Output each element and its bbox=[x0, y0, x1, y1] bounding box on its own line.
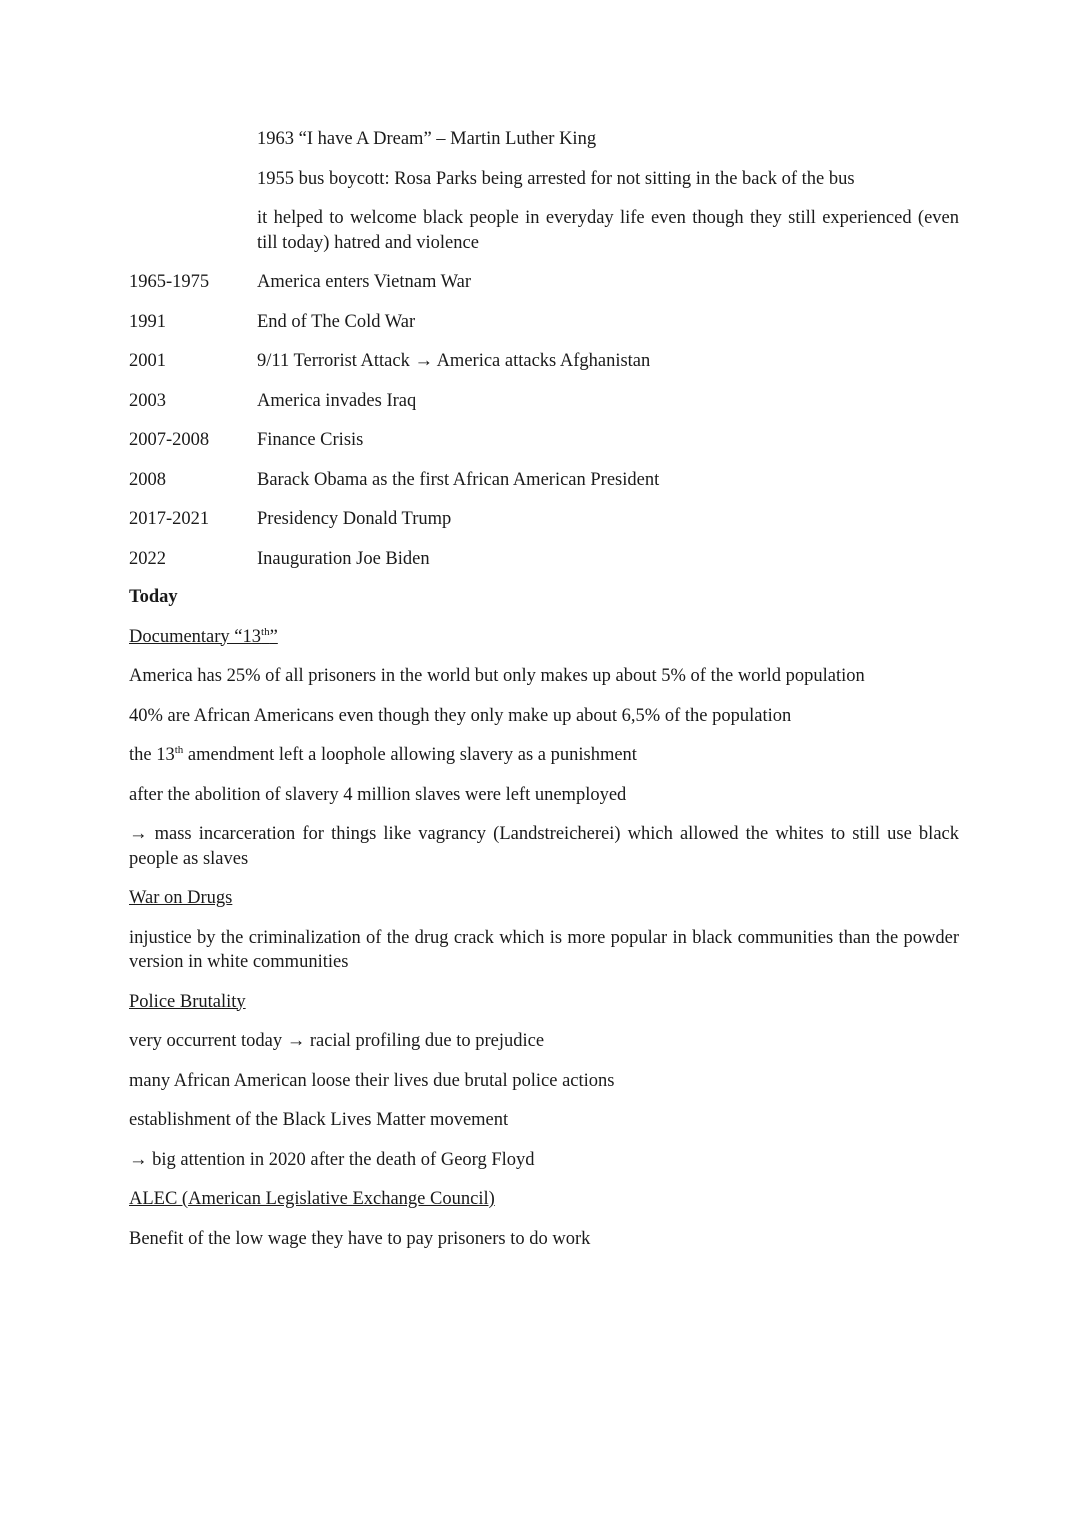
timeline-event: Inauguration Joe Biden bbox=[257, 548, 430, 569]
timeline-year: 2007-2008 bbox=[129, 430, 210, 450]
timeline-year: 2001 bbox=[129, 351, 166, 371]
documentary-paragraph: → mass incarceration for things like vagrancy (Landstreicherei) which allowed the whites to still use black people as slaves bbox=[129, 824, 959, 869]
amendment-text-pre: the 13 bbox=[129, 745, 175, 765]
alec-paragraph: Benefit of the low wage they have to pay prisoners to do work bbox=[129, 1228, 591, 1249]
timeline-year: 1991 bbox=[129, 311, 166, 332]
alec-heading-text: ALEC (American Legislative Exchange Council) bbox=[129, 1189, 495, 1209]
timeline-year bbox=[129, 127, 257, 152]
timeline-row bbox=[129, 310, 959, 335]
timeline-event: End of The Cold War bbox=[257, 311, 416, 332]
alec-heading bbox=[129, 1187, 959, 1212]
police-brutality-paragraph: many African American loose their lives due brutal police actions bbox=[129, 1070, 615, 1091]
timeline-event: 1955 bus boycott: Rosa Parks being arrested for not sitting in the back of the bus bbox=[257, 168, 855, 189]
timeline-event: it helped to welcome black people in everyday life even though they still experienced (even till today) hatred and violence bbox=[257, 208, 959, 253]
timeline-row bbox=[129, 167, 959, 192]
war-on-drugs-heading bbox=[129, 886, 959, 911]
timeline-year: 2022 bbox=[129, 548, 166, 569]
amendment-text-sup: th bbox=[174, 744, 184, 756]
timeline-row bbox=[129, 547, 959, 572]
documentary-paragraph: America has 25% of all prisoners in the world but only makes up about 5% of the world population bbox=[129, 666, 865, 686]
war-on-drugs-paragraph: injustice by the criminalization of the drug crack which is more popular in black communities than the powder version in white communities bbox=[129, 927, 959, 972]
documentary-paragraph bbox=[129, 743, 959, 768]
timeline-event: 9/11 Terrorist Attack → America attacks Afghanistan bbox=[257, 351, 651, 371]
documentary-heading-pre: Documentary “13 bbox=[129, 626, 262, 647]
documentary-heading bbox=[129, 625, 959, 650]
timeline-event: America enters Vietnam War bbox=[257, 272, 472, 292]
documentary-heading-post: ” bbox=[269, 626, 278, 647]
war-on-drugs-heading-text: War on Drugs bbox=[129, 888, 233, 908]
timeline-row bbox=[129, 468, 959, 493]
timeline-event: Presidency Donald Trump bbox=[257, 509, 452, 529]
timeline-row bbox=[129, 206, 959, 255]
timeline-year: 2008 bbox=[129, 469, 166, 490]
timeline-event: America invades Iraq bbox=[257, 390, 417, 411]
today-section bbox=[129, 585, 959, 1266]
police-brutality-paragraph: very occurrent today → racial profiling due to prejudice bbox=[129, 1031, 545, 1051]
documentary-heading-text bbox=[129, 627, 278, 647]
today-heading: Today bbox=[129, 587, 178, 607]
timeline-row bbox=[129, 127, 959, 152]
police-brutality-heading-text: Police Brutality bbox=[129, 991, 246, 1012]
documentary-heading-sup: th bbox=[261, 625, 270, 638]
timeline-row bbox=[129, 389, 959, 414]
timeline-year: 2017-2021 bbox=[129, 509, 210, 529]
timeline-year: 1965-1975 bbox=[129, 272, 210, 292]
documentary-paragraph: after the abolition of slavery 4 million slaves were left unemployed bbox=[129, 784, 627, 805]
amendment-text-post: amendment left a loophole allowing slavery as a punishment bbox=[183, 745, 637, 765]
timeline-year: 2003 bbox=[129, 390, 166, 411]
timeline-year bbox=[129, 206, 257, 255]
timeline-event: Finance Crisis bbox=[257, 430, 364, 450]
timeline-row bbox=[129, 428, 959, 453]
timeline-event: Barack Obama as the first African American President bbox=[257, 469, 660, 490]
police-brutality-paragraph: establishment of the Black Lives Matter movement bbox=[129, 1110, 509, 1130]
police-brutality-heading bbox=[129, 990, 959, 1015]
documentary-paragraph: 40% are African Americans even though they only make up about 6,5% of the population bbox=[129, 705, 792, 726]
timeline-row bbox=[129, 507, 959, 532]
timeline-table bbox=[129, 127, 959, 586]
timeline-year bbox=[129, 167, 257, 192]
timeline-event: 1963 “I have A Dream” – Martin Luther King bbox=[257, 129, 597, 149]
timeline-row bbox=[129, 349, 959, 374]
timeline-row bbox=[129, 270, 959, 295]
police-brutality-paragraph: → big attention in 2020 after the death of Georg Floyd bbox=[129, 1149, 535, 1170]
